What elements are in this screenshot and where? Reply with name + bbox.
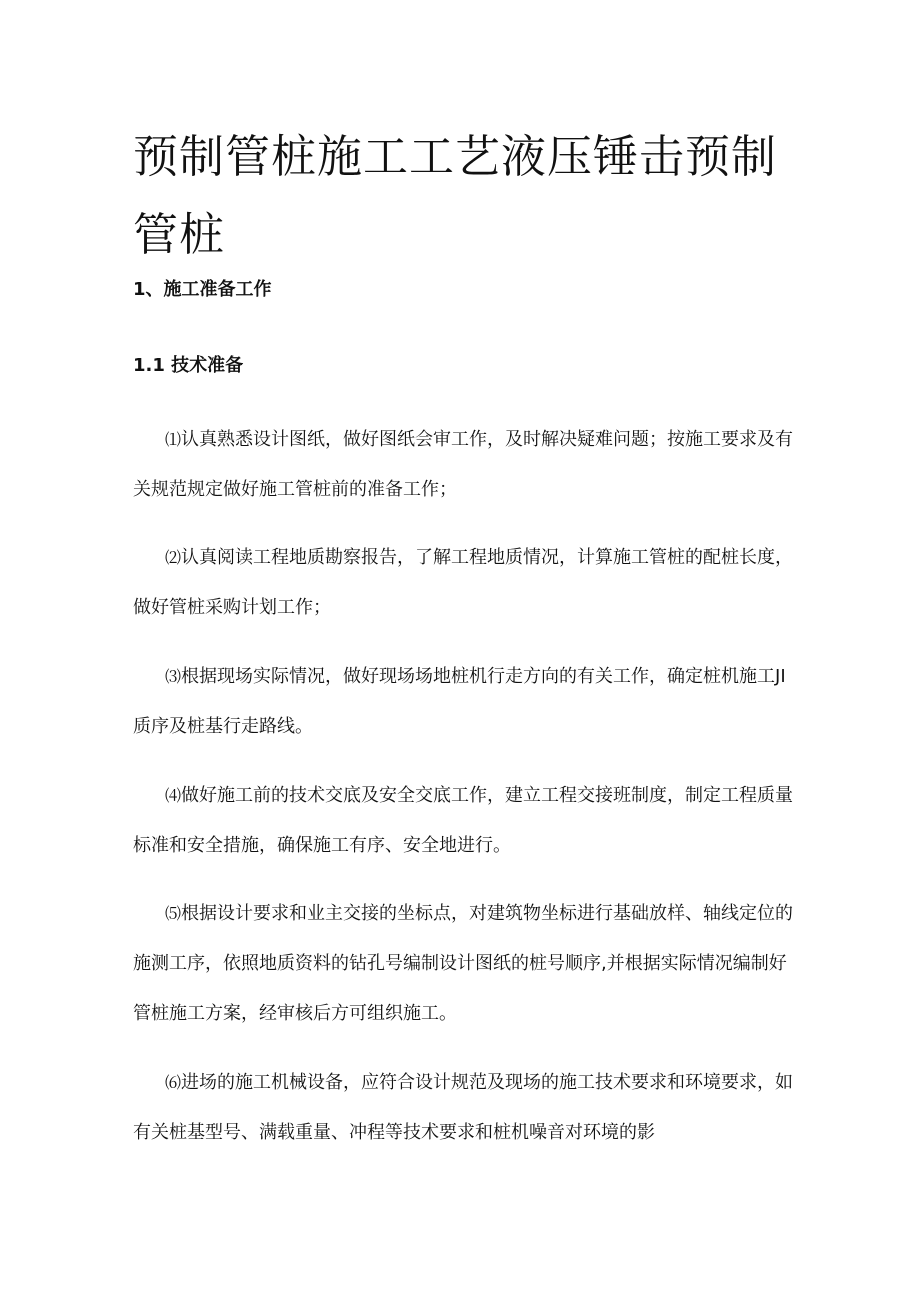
paragraph-number: ⑴ xyxy=(165,430,182,449)
paragraph-text: 进场的施工机械设备，应符合设计规范及现场的施工技术要求和环境要求，如有关桩基型号、满载重量、冲程等技术要求和桩机噪音对环境的影 xyxy=(133,1072,794,1143)
document-title: 预制管桩施工工艺液压锤击预制管桩 xyxy=(133,130,778,261)
paragraph-text: 做好施工前的技术交底及安全交底工作，建立工程交接班制度，制定工程质量标准和安全措施，确保施工有序、安全地进行。 xyxy=(133,785,794,856)
paragraph-2 xyxy=(133,533,793,633)
paragraph-number: ⑷ xyxy=(165,786,182,805)
paragraph-1 xyxy=(133,415,793,515)
section-heading: 1、施工准备工作 xyxy=(133,279,272,300)
paragraph-number: ⑹ xyxy=(165,1073,182,1092)
paragraph-3 xyxy=(133,652,793,752)
paragraph-text: 认真阅读工程地质勘察报告，了解工程地质情况，计算施工管桩的配桩长度，做好管桩采购计划工作； xyxy=(133,547,794,618)
paragraph-5 xyxy=(133,889,793,1039)
paragraph-text: 认真熟悉设计图纸，做好图纸会审工作，及时解决疑难问题；按施工要求及有关规范规定做好施工管桩前的准备工作； xyxy=(133,429,794,500)
paragraph-text: 根据设计要求和业主交接的坐标点，对建筑物坐标进行基础放样、轴线定位的施测工序，依照地质资料的钻孔号编制设计图纸的桩号顺序,并根据实际情况编制好管桩施工方案，经审核后方可组织施工。 xyxy=(133,903,794,1024)
paragraph-number: ⑵ xyxy=(165,548,182,567)
paragraph-6 xyxy=(133,1058,793,1158)
paragraph-text: 根据现场实际情况，做好现场场地桩机行走方向的有关工作，确定桩机施工JI质序及桩基行走路线。 xyxy=(133,666,786,737)
paragraph-number: ⑶ xyxy=(165,667,182,686)
subsection-heading: 1.1 技术准备 xyxy=(133,355,244,376)
paragraph-4 xyxy=(133,771,793,871)
paragraph-number: ⑸ xyxy=(165,904,182,923)
